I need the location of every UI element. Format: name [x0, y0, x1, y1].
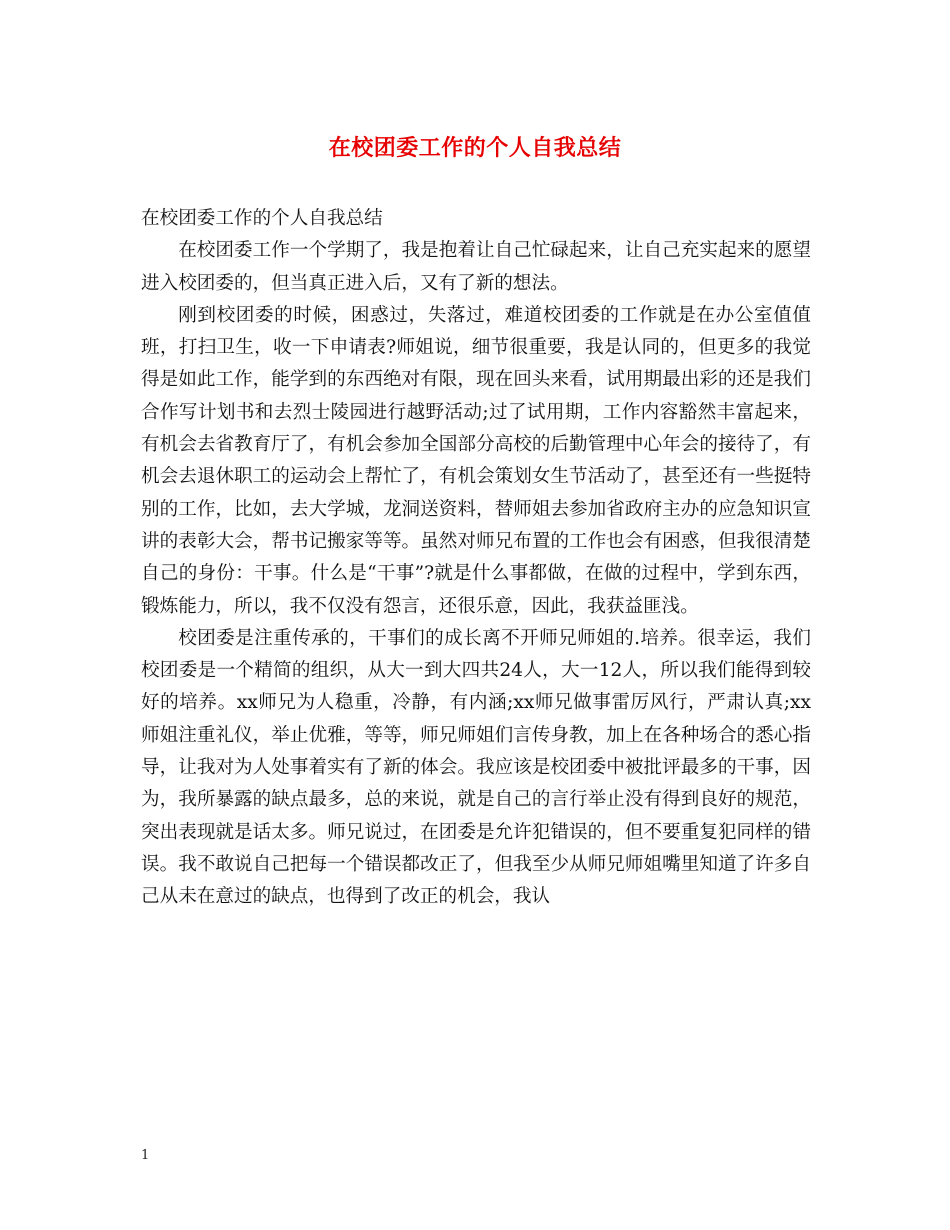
document-title: 在校团委工作的个人自我总结 [328, 135, 622, 161]
document-body [141, 203, 811, 914]
document-subtitle: 在校团委工作的个人自我总结 [141, 208, 383, 229]
paragraph-2: 刚到校团委的时候，困惑过，失落过，难道校团委的工作就是在办公室值值班，打扫卫生，收一下申请表?师姐说，细节很重要，我是认同的，但更多的我觉得是如此工作，能学到的东西绝对有限，现在回头来看，试用期最出彩的还是我们合作写计划书和去烈士陵园进行越野活动;过了试用期，工作内容豁然丰富起来，有机会去省教育厅了，有机会参加全国部分高校的后勤管理中心年会的接待了，有机会去退休职工的运动会上帮忙了，有机会策划女生节活动了，甚至还有一些挺特别的工作，比如，去大学城，龙洞送资料，替师姐去参加省政府主办的应急知识宣讲的表彰大会，帮书记搬家等等。虽然对师兄布置的工作也会有困惑，但我很清楚自己的身份：干事。什么是“干事”?就是什么事都做，在做的过程中，学到东西，锻炼能力，所以，我不仅没有怨言，还很乐意，因此，我获益匪浅。 [141, 304, 811, 617]
page-number: 1 [141, 1148, 150, 1163]
paragraph-1: 在校团委工作一个学期了，我是抱着让自己忙碌起来，让自己充实起来的愿望进入校团委的，但当真正进入后，又有了新的想法。 [141, 240, 811, 294]
paragraph-3: 校团委是注重传承的，干事们的成长离不开师兄师姐的.培养。很幸运，我们校团委是一个精简的组织，从大一到大四共24人，大一12人，所以我们能得到较好的培养。xx师兄为人稳重，冷静，有内涵;xx师兄做事雷厉风行，严肃认真;xx师姐注重礼仪，举止优雅，等等，师兄师姐们言传身教，加上在各种场合的悉心指导，让我对为人处事着实有了新的体会。我应该是校团委中被批评最多的干事，因为，我所暴露的缺点最多，总的来说，就是自己的言行举止没有得到良好的规范，突出表现就是话太多。师兄说过，在团委是允许犯错误的，但不要重复犯同样的错误。我不敢说自己把每一个错误都改正了，但我至少从师兄师姐嘴里知道了许多自己从未在意过的缺点，也得到了改正的机会，我认 [141, 627, 811, 908]
